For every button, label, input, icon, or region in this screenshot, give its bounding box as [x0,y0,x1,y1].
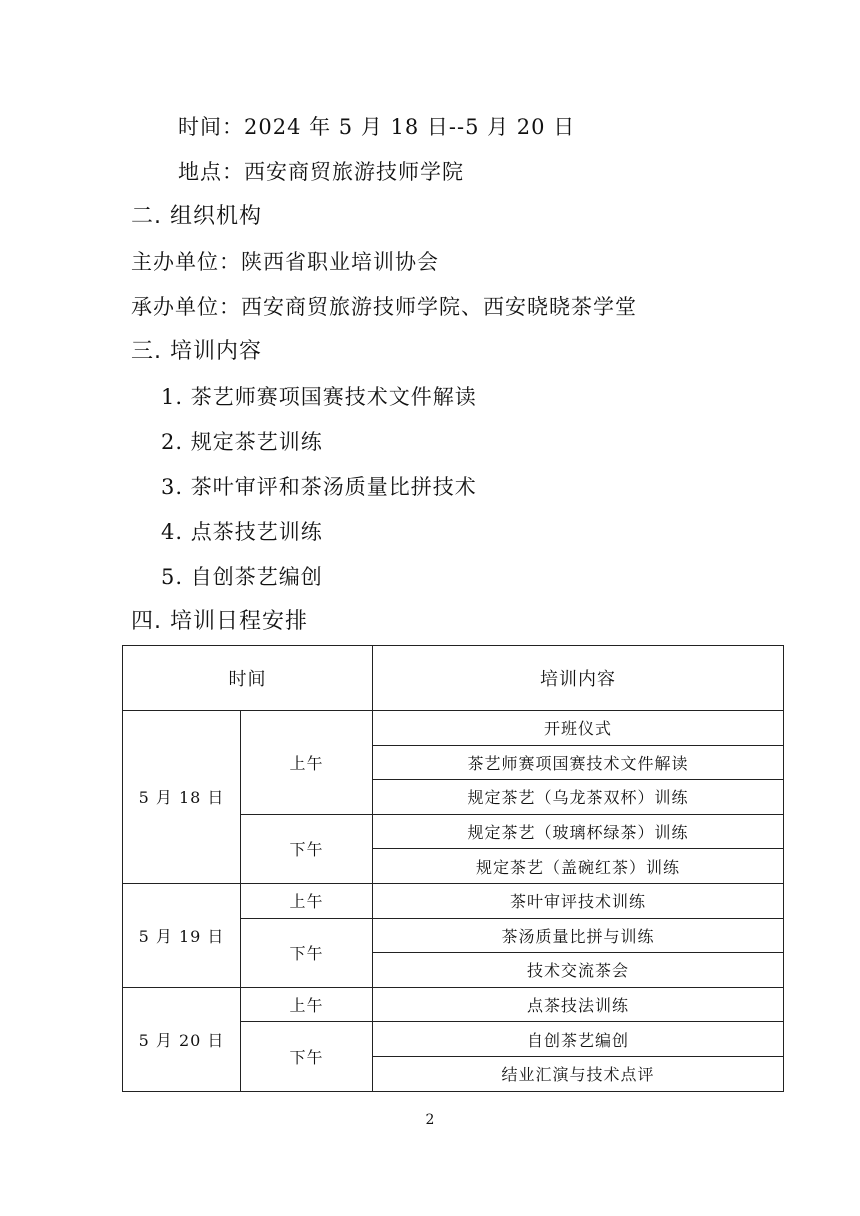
content-cell: 茶叶审评技术训练 [373,883,784,918]
period-cell: 下午 [241,814,373,883]
content-cell: 自创茶艺编创 [373,1022,784,1057]
place-line: 地点：西安商贸旅游技师学院 [178,160,464,184]
section-content-title: 三. 培训内容 [131,339,262,364]
date-cell: 5 月 20 日 [123,987,241,1091]
content-cell: 点茶技法训练 [373,987,784,1022]
table-row [123,987,784,1022]
content-item-1: 1. 茶艺师赛项国赛技术文件解读 [161,385,477,409]
content-cell: 茶汤质量比拼与训练 [373,918,784,953]
period-cell: 下午 [241,1022,373,1091]
header-content: 培训内容 [373,646,784,711]
content-item-2: 2. 规定茶艺训练 [161,430,323,454]
content-item-3: 3. 茶叶审评和茶汤质量比拼技术 [161,475,477,499]
table-row [123,883,784,918]
schedule-table [122,645,784,1092]
host-unit: 主办单位：陕西省职业培训协会 [131,250,439,274]
period-cell: 上午 [241,987,373,1022]
organizer-unit: 承办单位：西安商贸旅游技师学院、西安晓晓茶学堂 [131,295,637,319]
page-number: 2 [425,1112,435,1128]
section-org-title: 二. 组织机构 [131,204,262,229]
date-cell: 5 月 19 日 [123,883,241,987]
content-cell: 开班仪式 [373,711,784,746]
content-item-5: 5. 自创茶艺编创 [161,565,323,589]
period-cell: 上午 [241,883,373,918]
time-line: 时间：2024 年 5 月 18 日--5 月 20 日 [178,115,576,139]
content-cell: 结业汇演与技术点评 [373,1056,784,1091]
period-cell: 下午 [241,918,373,987]
table-header-row [123,646,784,711]
header-time: 时间 [123,646,373,711]
content-cell: 规定茶艺（盖碗红茶）训练 [373,849,784,884]
content-cell: 规定茶艺（乌龙茶双杯）训练 [373,780,784,815]
content-cell: 茶艺师赛项国赛技术文件解读 [373,745,784,780]
period-cell: 上午 [241,711,373,815]
content-cell: 技术交流茶会 [373,953,784,988]
date-cell: 5 月 18 日 [123,711,241,884]
content-cell: 规定茶艺（玻璃杯绿茶）训练 [373,814,784,849]
section-schedule-title: 四. 培训日程安排 [131,609,308,634]
table-row [123,711,784,746]
content-item-4: 4. 点茶技艺训练 [161,520,323,544]
